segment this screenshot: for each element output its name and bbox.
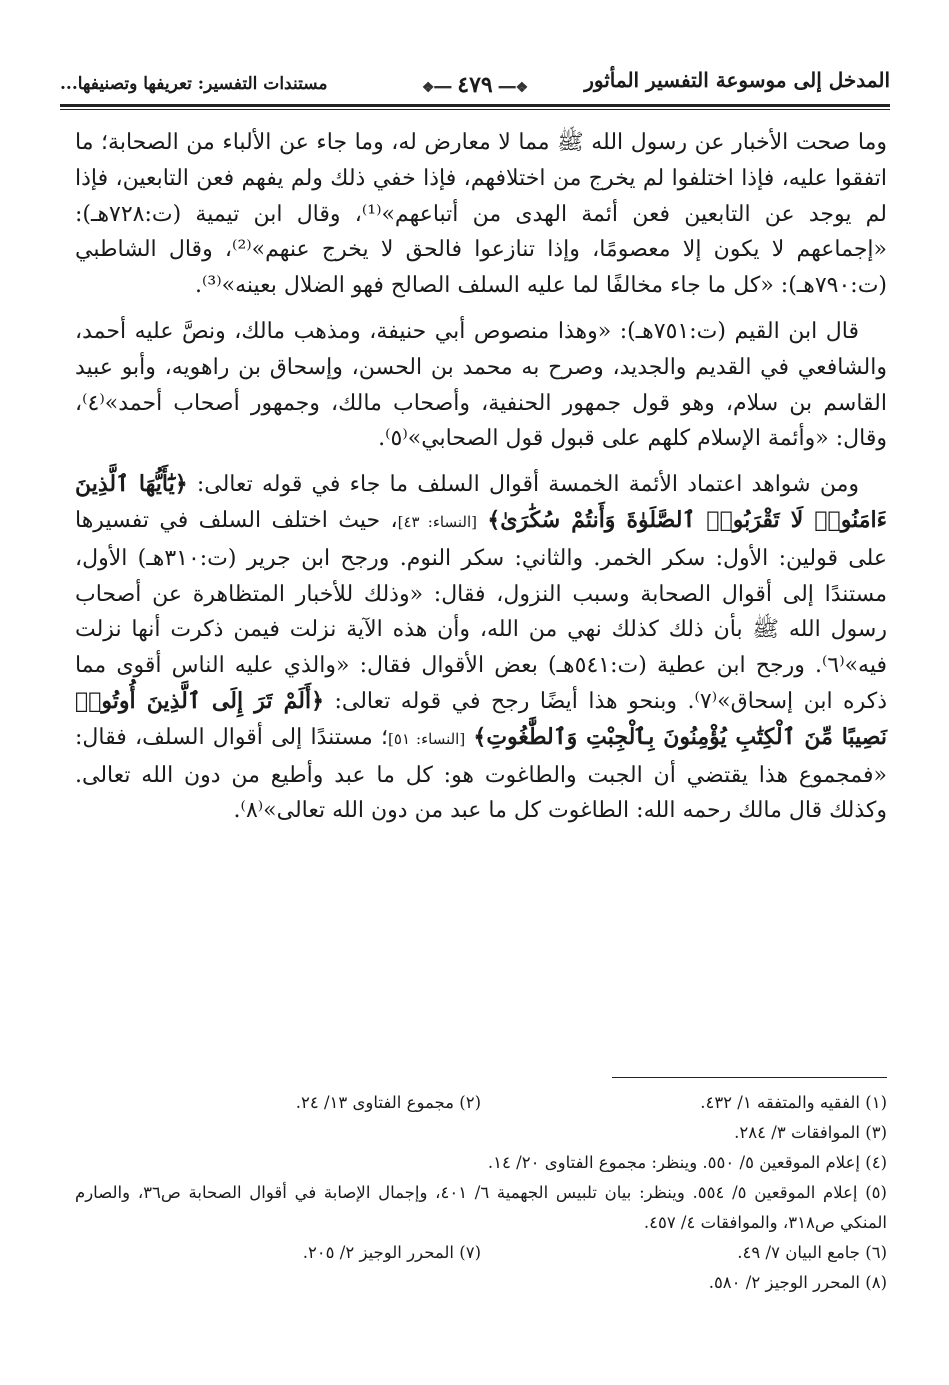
verse-reference-1: [النساء: ٤٣]: [397, 512, 477, 531]
header-rule-thin: [60, 109, 890, 110]
book-title: المدخل إلى موسوعة التفسير المأثور: [584, 68, 890, 92]
page-number: [416, 72, 534, 98]
paragraph-3: [75, 467, 887, 829]
paragraph-2: قال ابن القيم (ت:٧٥١هـ): «وهذا منصوص أبي حنيفة، ومذهب مالك، ونصَّ عليه أحمد، والشافعي في القديم والجديد، وصرح به محمد بن الحسن، وإسحاق بن راهويه، وأبو عبيد القاسم بن سلام، وهو قول جمهور الحنفية، وأصحاب مالك، وجمهور أصحاب أحمد»⁽٤⁾، وقال: «وأئمة الإسلام كلهم على قبول قول الصحابي»⁽٥⁾.: [75, 318, 887, 452]
footnote-2: (٢) مجموع الفتاوى ١٣/ ٢٤.: [295, 1093, 481, 1112]
quran-verse-1: ﴿يَٰٓأَيُّهَا ٱلَّذِينَ ءَامَنُوا۟ لَا تَقْرَبُوا۟ ٱلصَّلَوٰةَ وَأَنتُمْ سُكَٰرَىٰ﴾: [75, 471, 887, 533]
footnote-5: (٥) إعلام الموقعين ٥/ ٥٥٤. وينظر: بيان تلبيس الجهمية ٦/ ٤٠١، وإجمال الإصابة في أقوال الصحابة ص٣٦، والصارم المنكي ص٣١٨، والموافقات ٤/ ٤٥٧.: [75, 1183, 887, 1232]
footnote-3: (٣) الموافقات ٣/ ٢٨٤.: [734, 1123, 887, 1142]
header-rule: [60, 104, 890, 107]
quran-verse-2: ﴿أَلَمْ تَرَ إِلَى ٱلَّذِينَ أُوتُوا۟ نَصِيبًا مِّنَ ٱلْكِتَٰبِ يُؤْمِنُونَ بِٱلْجِبْتِ وَٱلطَّٰغُوتِ﴾: [75, 687, 887, 750]
paragraph-3-intro: ومن شواهد اعتماد الأئمة الخمسة أقوال السلف ما جاء في قوله تعالى:: [187, 472, 859, 498]
footnotes: [75, 1088, 887, 1298]
running-header: [60, 62, 890, 106]
page-number-value: ٤٧٩: [457, 72, 493, 98]
footnote-6: (٦) جامع البيان ٧/ ٤٩.: [737, 1243, 887, 1262]
verse-reference-2: [النساء: ٥١]: [388, 729, 466, 748]
footnote-separator: [612, 1077, 887, 1078]
footnote-row: [75, 1088, 887, 1118]
paragraph-3-end: ؛ مستندًا إلى أقوال السلف، فقال: «فمجموع هذا يقتضي أن الجبت والطاغوت هو: كل ما عبد وأطيع من دون الله تعالى. وكذلك قال مالك رحمه الله: الطاغوت كل ما عبد من دون الله تعالى»⁽٨⁾.: [75, 724, 887, 824]
footnote-row: [75, 1238, 887, 1268]
section-title: مستندات التفسير: تعريفها وتصنيفها...: [60, 74, 328, 94]
paragraph-1: وما صحت الأخبار عن رسول الله ﷺ مما لا معارض له، وما جاء عن الألباء من الصحابة؛ ما اتفقوا عليه، فإذا اختلفوا لم يخرج من اختلافهم، فإذا خفي ذلك ولم يفهم فعن التابعين، فإذا لم يوجد عن التابعين فعن أئمة الهدى من أتباعهم»⁽¹⁾، وقال ابن تيمية (ت:٧٢٨هـ): «إجماعهم لا يكون إلا معصومًا، وإذا تنازعوا فالحق لا يخرج عنهم»⁽²⁾، وقال الشاطبي (ت:٧٩٠هـ): «كل ما جاء مخالفًا لما عليه السلف الصالح فهو الضلال بعينه»⁽³⁾.: [75, 130, 887, 299]
ornament-icon: ❖━━: [498, 80, 529, 96]
footnote-4: (٤) إعلام الموقعين ٥/ ٥٥٠. وينظر: مجموع الفتاوى ٢٠/ ١٤.: [487, 1153, 887, 1172]
footnote-8: (٨) المحرر الوجيز ٢/ ٥٨٠.: [708, 1273, 887, 1292]
footnote-1: (١) الفقيه والمتفقه ١/ ٤٣٢.: [700, 1093, 887, 1112]
ornament-icon: ━━❖: [421, 80, 452, 96]
main-text: [75, 125, 887, 839]
paragraph-3-middle: ، حيث اختلف السلف في تفسيرها على قولين: الأول: سكر الخمر. والثاني: سكر النوم. ورجح ابن جرير (ت:٣١٠هـ) الأول، مستندًا إلى أقوال الصحابة وسبب النزول، فقال: «وذلك للأخبار المتظاهرة عن أصحاب رسول الله ﷺ بأن ذلك كذلك نهي من الله، وأن هذه الآية نزلت فيمن ذكرت أنها نزلت فيه»⁽٦⁾. ورجح ابن عطية (ت:٥٤١هـ) بعض الأقوال فقال: «والذي عليه الناس أقوى مما ذكره ابن إسحاق»⁽٧⁾. وبنحو هذا أيضًا رجح في قوله تعالى:: [75, 507, 888, 714]
footnote-7: (٧) المحرر الوجيز ٢/ ٢٠٥.: [302, 1243, 481, 1262]
